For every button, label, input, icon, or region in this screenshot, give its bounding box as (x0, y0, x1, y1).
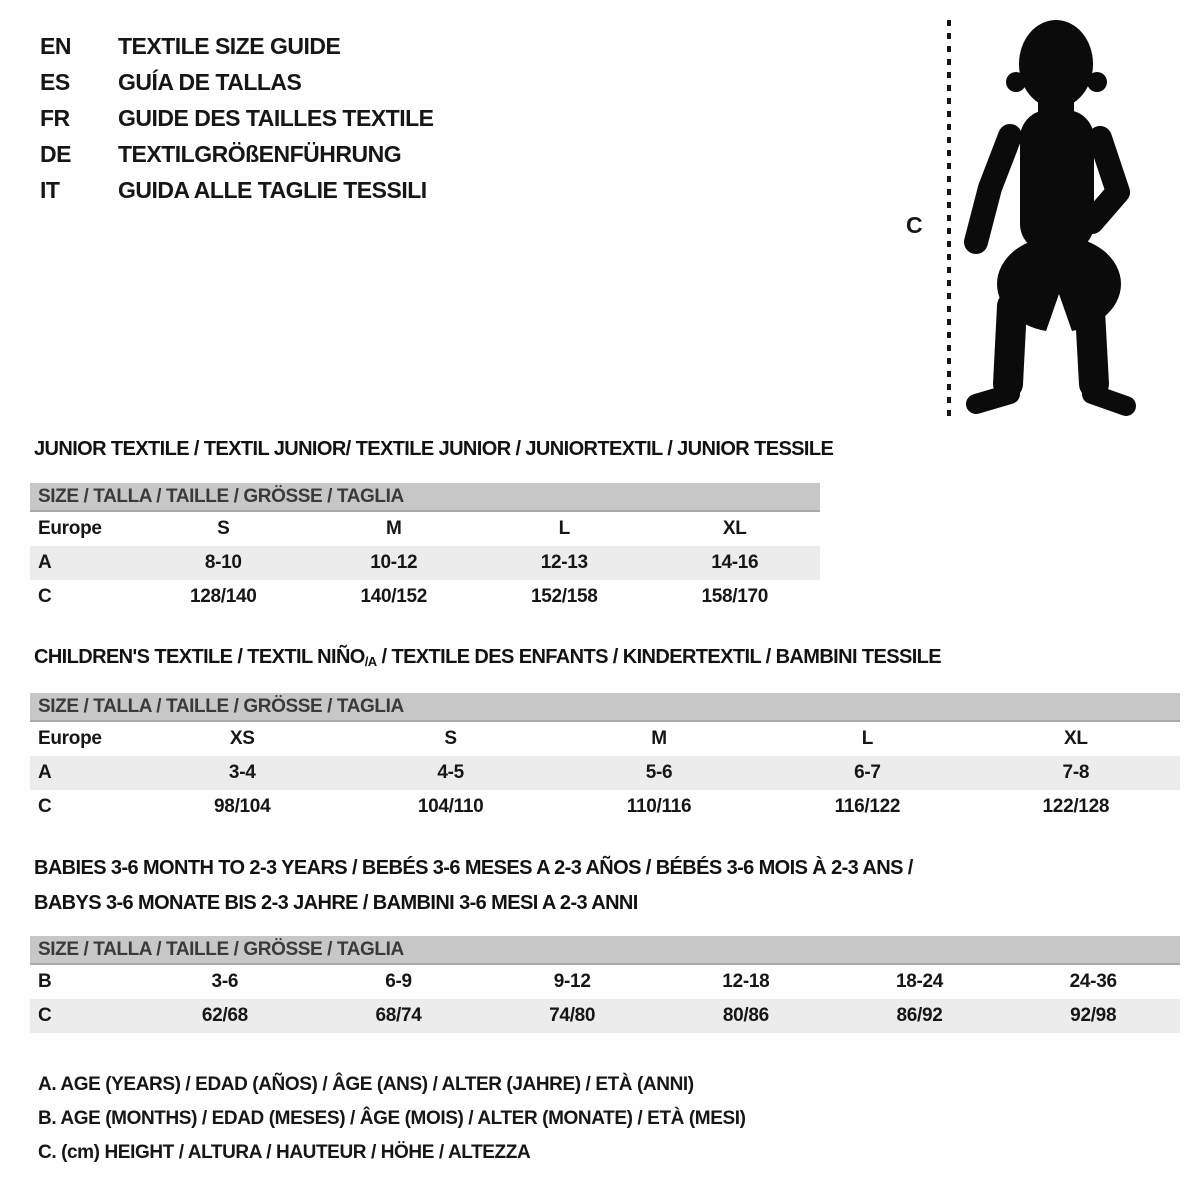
language-row-it (40, 172, 434, 208)
age-cell: 12-18 (722, 971, 770, 992)
language-title: TEXTILGRÖßENFÜHRUNG (118, 140, 402, 167)
height-cell: 86/92 (896, 1005, 943, 1026)
height-cell: 152/158 (530, 586, 598, 607)
legend-age-months: B. AGE (MONTHS) / EDAD (MESES) / ÂGE (MOIS) / ALTER (MONATE) / ETÀ (MESI) (38, 1108, 746, 1129)
height-cell: 74/80 (549, 1005, 596, 1026)
size-cell: M (385, 518, 402, 539)
language-row-de (40, 136, 434, 172)
section-babies-textile (30, 851, 1180, 1033)
language-code: FR (40, 104, 70, 131)
baby-silhouette-icon (960, 16, 1140, 416)
section-junior-textile (30, 437, 834, 614)
table-row-height (30, 999, 1180, 1033)
size-header-bar (30, 483, 820, 512)
size-cell: L (558, 518, 570, 539)
height-cell: 116/122 (834, 796, 901, 817)
nino-a-subscript: /A (364, 654, 377, 669)
row-label: Europe (38, 518, 102, 539)
section-childrens-textile (30, 645, 1180, 824)
size-cell: L (861, 728, 874, 749)
size-cell: S (444, 728, 457, 749)
row-label: A (38, 552, 52, 573)
age-cell: 4-5 (437, 762, 464, 783)
age-cell: 8-10 (204, 552, 242, 573)
age-cell: 10-12 (370, 552, 418, 573)
table-row-height (30, 580, 820, 614)
language-code: EN (40, 32, 71, 59)
age-cell: 5-6 (645, 762, 673, 783)
language-row-fr (40, 100, 434, 136)
age-cell: 9-12 (553, 971, 591, 992)
height-cell: 122/128 (1042, 796, 1110, 817)
height-cell: 104/110 (417, 796, 484, 817)
height-cell: 68/74 (375, 1005, 422, 1026)
language-code: ES (40, 68, 70, 95)
table-row-height (30, 790, 1180, 824)
age-cell: 6-9 (385, 971, 412, 992)
size-header-label: SIZE / TALLA / TAILLE / GRÖSSE / TAGLIA (38, 695, 404, 717)
row-label: B (38, 971, 52, 992)
table-row-europe (30, 512, 820, 546)
height-cell: 158/170 (701, 586, 769, 607)
age-cell: 12-13 (540, 552, 588, 573)
age-cell: 3-6 (211, 971, 239, 992)
height-cell: 80/86 (722, 1005, 769, 1026)
row-label: Europe (38, 728, 102, 749)
language-row-en (40, 28, 434, 64)
height-dashed-line-icon (947, 20, 951, 416)
table-row-age-months (30, 965, 1180, 999)
height-cell: 98/104 (214, 796, 271, 817)
language-heading-block (40, 28, 434, 208)
language-title: TEXTILE SIZE GUIDE (118, 32, 341, 59)
size-cell: XL (1063, 728, 1088, 749)
measurement-legend (38, 1068, 746, 1170)
row-label: A (38, 762, 52, 783)
size-cell: S (217, 518, 230, 539)
table-row-europe (30, 722, 1180, 756)
section-title: JUNIOR TEXTILE / TEXTIL JUNIOR/ TEXTILE JUNIOR / JUNIORTEXTIL / JUNIOR TESSILE (34, 438, 834, 460)
language-code: DE (40, 140, 71, 167)
age-cell: 6-7 (854, 762, 881, 783)
section-title-line2: BABYS 3-6 MONATE BIS 2-3 JAHRE / BAMBINI 3-6 MESI A 2-3 ANNI (34, 892, 638, 914)
language-row-es (40, 64, 434, 100)
language-code: IT (40, 176, 60, 203)
size-cell: XS (229, 728, 255, 749)
language-title: GUIDA ALLE TAGLIE TESSILI (118, 176, 427, 203)
size-cell: XL (722, 518, 747, 539)
row-label: C (38, 1005, 52, 1026)
row-label: C (38, 586, 52, 607)
age-cell: 24-36 (1069, 971, 1117, 992)
height-cell: 128/140 (189, 586, 257, 607)
age-cell: 3-4 (228, 762, 256, 783)
age-cell: 14-16 (711, 552, 759, 573)
legend-height-cm: C. (cm) HEIGHT / ALTURA / HAUTEUR / HÖHE / ALTEZZA (38, 1142, 531, 1163)
height-label: C (906, 212, 923, 238)
age-cell: 7-8 (1062, 762, 1090, 783)
size-header-label: SIZE / TALLA / TAILLE / GRÖSSE / TAGLIA (38, 938, 404, 960)
table-row-age (30, 756, 1180, 790)
language-title: GUÍA DE TALLAS (118, 68, 302, 95)
language-title: GUIDE DES TAILLES TEXTILE (118, 104, 434, 131)
section-title: CHILDREN'S TEXTILE / TEXTIL NIÑO/A / TEXTILE DES ENFANTS / KINDERTEXTIL / BAMBINI TESSILE (34, 646, 942, 669)
table-row-age (30, 546, 820, 580)
size-header-bar (30, 693, 1180, 722)
age-cell: 18-24 (895, 971, 944, 992)
section-title-line1: BABIES 3-6 MONTH TO 2-3 YEARS / BEBÉS 3-6 MESES A 2-3 AÑOS / BÉBÉS 3-6 MOIS À 2-3 ANS / (34, 857, 913, 879)
size-header-label: SIZE / TALLA / TAILLE / GRÖSSE / TAGLIA (38, 485, 404, 507)
height-cell: 110/116 (626, 796, 692, 817)
row-label: C (38, 796, 52, 817)
height-cell: 92/98 (1070, 1005, 1117, 1026)
height-cell: 140/152 (360, 586, 428, 607)
size-cell: M (651, 728, 667, 749)
height-cell: 62/68 (201, 1005, 248, 1026)
size-header-bar (30, 936, 1180, 965)
legend-age-years: A. AGE (YEARS) / EDAD (AÑOS) / ÂGE (ANS) / ALTER (JAHRE) / ETÀ (ANNI) (38, 1074, 694, 1095)
